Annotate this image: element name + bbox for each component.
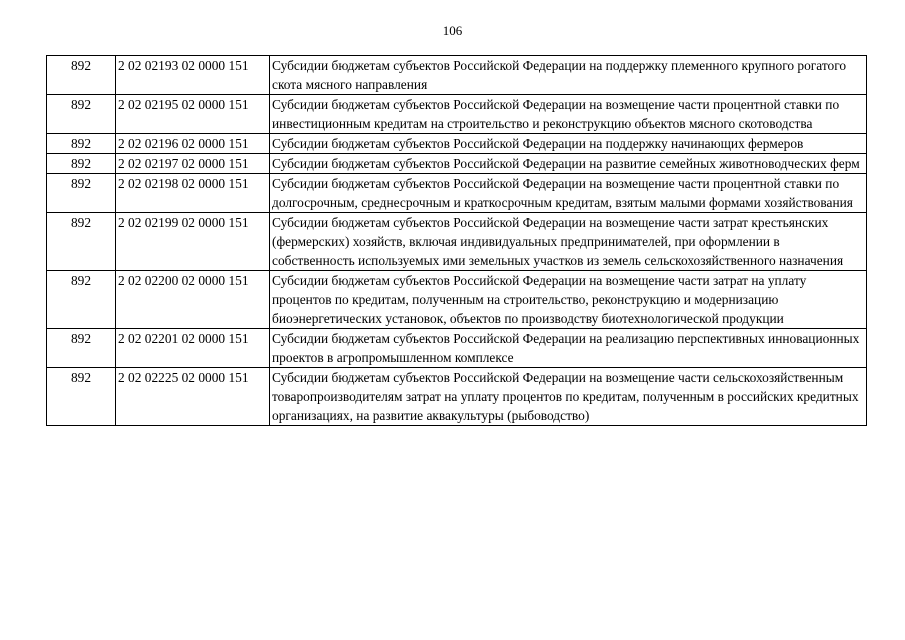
table-row [47,174,867,213]
description-cell: Субсидии бюджетам субъектов Российской Федерации на поддержку племенного крупного рогатого скота мясного направления [270,56,867,95]
budget-code-cell: 2 02 02198 02 0000 151 [116,174,270,213]
budget-code-cell: 2 02 02197 02 0000 151 [116,154,270,174]
budget-code-cell: 2 02 02195 02 0000 151 [116,95,270,134]
budget-code-cell: 2 02 02193 02 0000 151 [116,56,270,95]
page-number: 106 [442,23,463,38]
budget-code-cell: 2 02 02201 02 0000 151 [116,329,270,368]
admin-code-cell: 892 [47,174,116,213]
table-row [47,271,867,329]
description-cell: Субсидии бюджетам субъектов Российской Федерации на поддержку начинающих фермеров [270,134,867,154]
table-body [47,56,867,426]
table-row [47,56,867,95]
description-cell: Субсидии бюджетам субъектов Российской Федерации на возмещение части процентной ставки по инвестиционным кредитам на строительство и реконструкцию объектов мясного скотоводства [270,95,867,134]
budget-code-cell: 2 02 02196 02 0000 151 [116,134,270,154]
description-cell: Субсидии бюджетам субъектов Российской Федерации на возмещение части сельскохозяйственным товаропроизводителям затрат на уплату процентов по кредитам, полученным в российских кредитных организациях, на развитие аквакультуры (рыбоводство) [270,368,867,426]
description-cell: Субсидии бюджетам субъектов Российской Федерации на возмещение части затрат крестьянских (фермерских) хозяйств, включая индивидуальных предпринимателей, при оформлении в собственность используемых ими земельных участков из земель сельскохозяйственного назначения [270,213,867,271]
budget-code-cell: 2 02 02200 02 0000 151 [116,271,270,329]
table-row [47,134,867,154]
description-cell: Субсидии бюджетам субъектов Российской Федерации на реализацию перспективных инновационных проектов в агропромышленном комплексе [270,329,867,368]
table-row [47,213,867,271]
table-row [47,95,867,134]
admin-code-cell: 892 [47,329,116,368]
budget-code-cell: 2 02 02225 02 0000 151 [116,368,270,426]
description-cell: Субсидии бюджетам субъектов Российской Федерации на возмещение части процентной ставки по долгосрочным, среднесрочным и краткосрочным кредитам, взятым малыми формами хозяйствования [270,174,867,213]
admin-code-cell: 892 [47,271,116,329]
table-row [47,329,867,368]
budget-classification-table [46,55,867,426]
admin-code-cell: 892 [47,368,116,426]
table-row [47,368,867,426]
admin-code-cell: 892 [47,154,116,174]
description-cell: Субсидии бюджетам субъектов Российской Федерации на развитие семейных животноводческих ферм [270,154,867,174]
description-cell: Субсидии бюджетам субъектов Российской Федерации на возмещение части затрат на уплату процентов по кредитам, полученным на строительство, реконструкцию и модернизацию биоэнергетических установок, объектов по производству биотехнологической продукции [270,271,867,329]
admin-code-cell: 892 [47,134,116,154]
admin-code-cell: 892 [47,56,116,95]
admin-code-cell: 892 [47,95,116,134]
table-row [47,154,867,174]
admin-code-cell: 892 [47,213,116,271]
budget-code-cell: 2 02 02199 02 0000 151 [116,213,270,271]
